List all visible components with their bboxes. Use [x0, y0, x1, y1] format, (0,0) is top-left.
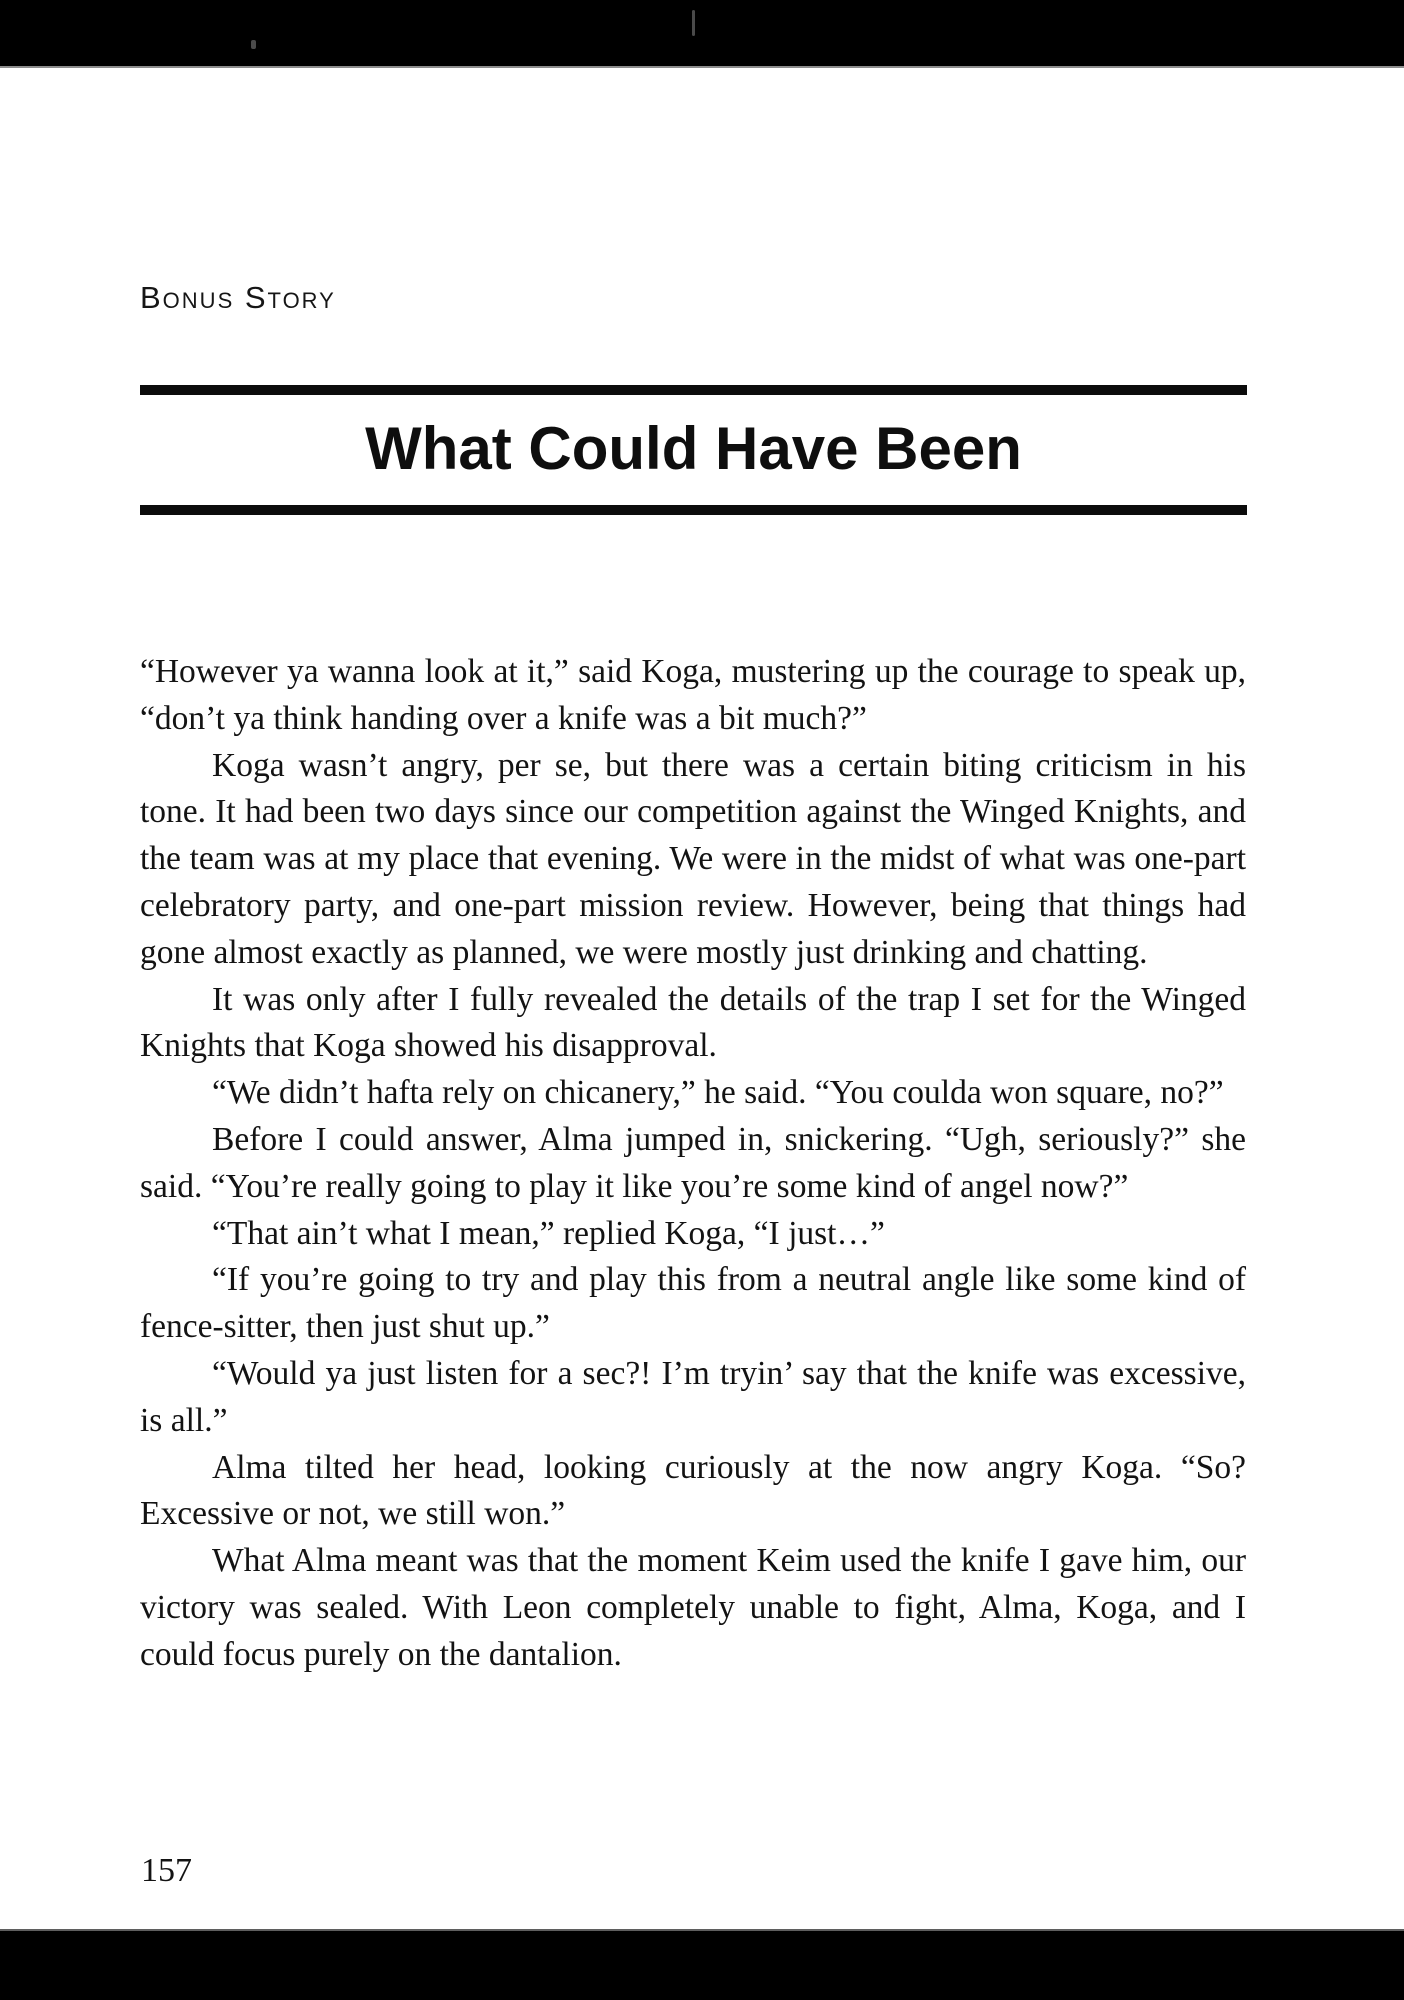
paragraph: It was only after I fully revealed the details of the trap I set for the Winged Knights that Koga showed his disapproval. [140, 980, 1246, 1065]
paragraph: “That ain’t what I mean,” replied Koga, “I just…” [212, 1214, 885, 1252]
paragraph: Alma tilted her head, looking curiously at the now angry Koga. “So? Excessive or not, we still won.” [140, 1448, 1246, 1533]
paragraph: “Would ya just listen for a sec?! I’m tryin’ say that the knife was excessive, is all.” [140, 1354, 1246, 1439]
bonus-story-label: Bonus Story [140, 280, 336, 315]
story-text [140, 649, 1246, 1679]
paragraph: What Alma meant was that the moment Keim used the knife I gave him, our victory was sealed. With Leon completely unable to fight, Alma, Koga, and I could focus purely on the dantalion. [140, 1542, 1246, 1673]
paragraph: Koga wasn’t angry, per se, but there was a certain biting criticism in his tone. It had been two days since our competition against the Winged Knights, and the team was at my place that evening. We were in the midst of what was one-part celebratory party, and one-part mission review. However, being that things had gone almost exactly as planned, we were mostly just drinking and chatting. [140, 746, 1246, 971]
scan-black-bar-bottom [0, 1929, 1404, 2000]
scan-speck [251, 40, 256, 49]
paragraph: “However ya wanna look at it,” said Koga, mustering up the courage to speak up, “don’t ya think handing over a knife was a bit much?” [140, 653, 1246, 737]
chapter-title: What Could Have Been [365, 415, 1022, 482]
paragraph: “We didn’t hafta rely on chicanery,” he said. “You coulda won square, no?” [212, 1074, 1224, 1112]
title-rule-top [140, 385, 1247, 395]
scan-black-bar-top [0, 0, 1404, 68]
paragraph: “If you’re going to try and play this from a neutral angle like some kind of fence-sitter, then just shut up.” [140, 1261, 1246, 1346]
title-rule-bottom [140, 505, 1247, 515]
paragraph: Before I could answer, Alma jumped in, snickering. “Ugh, seriously?” she said. “You’re really going to play it like you’re some kind of angel now?” [140, 1120, 1246, 1205]
scan-speck [692, 10, 695, 36]
page-number: 157 [141, 1852, 192, 1889]
chapter-title-block [140, 385, 1247, 515]
